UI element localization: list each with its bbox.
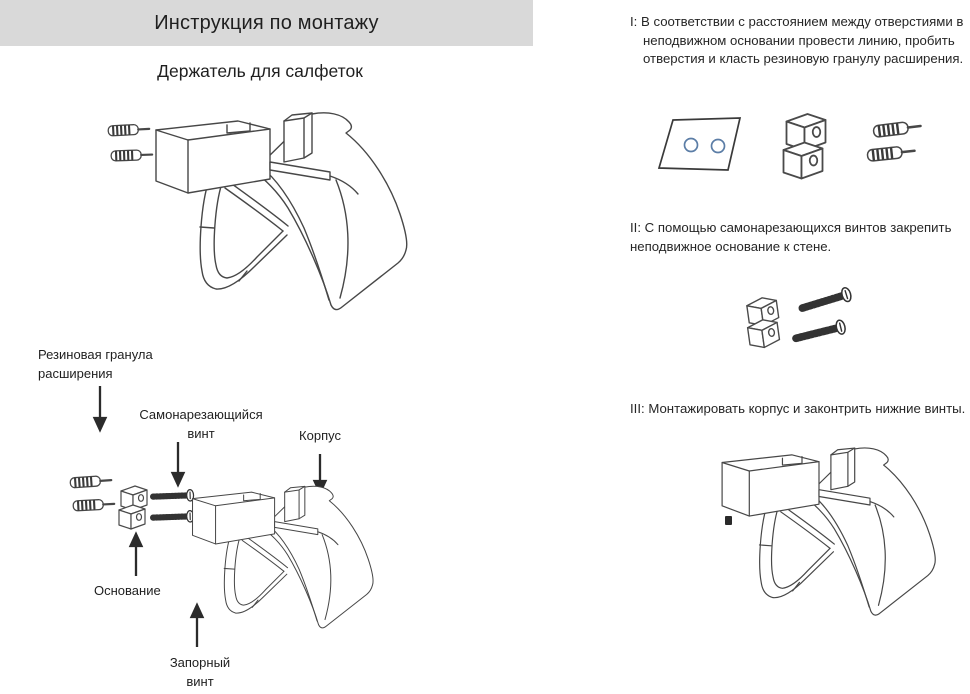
product-title: Держатель для салфеток: [157, 61, 363, 81]
label-body: Корпус: [299, 428, 341, 443]
arrow-locking-screw: [192, 605, 203, 647]
label-rubber-granule: Резиновая гранула расширения: [38, 347, 153, 381]
step-2-illustration: [728, 262, 903, 357]
step-2-text: II: С помощью самонарезающихся винтов закрепить неподвижное основание к стене.: [630, 220, 952, 254]
page-title: Инструкция по монтажу: [154, 11, 379, 34]
label-self-tapping-screw: Самонарезающийся винт: [139, 407, 263, 441]
exploded-view-drawing: [0, 340, 440, 694]
label-base: Основание: [94, 583, 161, 598]
label-locking-screw: Запорный винт: [169, 655, 231, 689]
arrow-base: [131, 534, 142, 576]
arrow-rubber-granule: [95, 386, 106, 430]
arrow-self-tapping-screw: [173, 442, 184, 485]
step-1-text: I: В соответствии с расстоянием между отверстиями в неподвижном основании провести линию, пробить отверстия и класть резиновую гранулу расширения.: [630, 14, 964, 67]
assembled-holder-drawing: [90, 100, 420, 330]
step-3-text: III: Монтажировать корпус и законтрить нижние винты.: [630, 401, 966, 416]
step-1-illustration: [645, 98, 955, 193]
locking-screw-dot: [725, 516, 732, 525]
header-bar: [0, 0, 533, 46]
step-3-illustration: [692, 432, 970, 644]
